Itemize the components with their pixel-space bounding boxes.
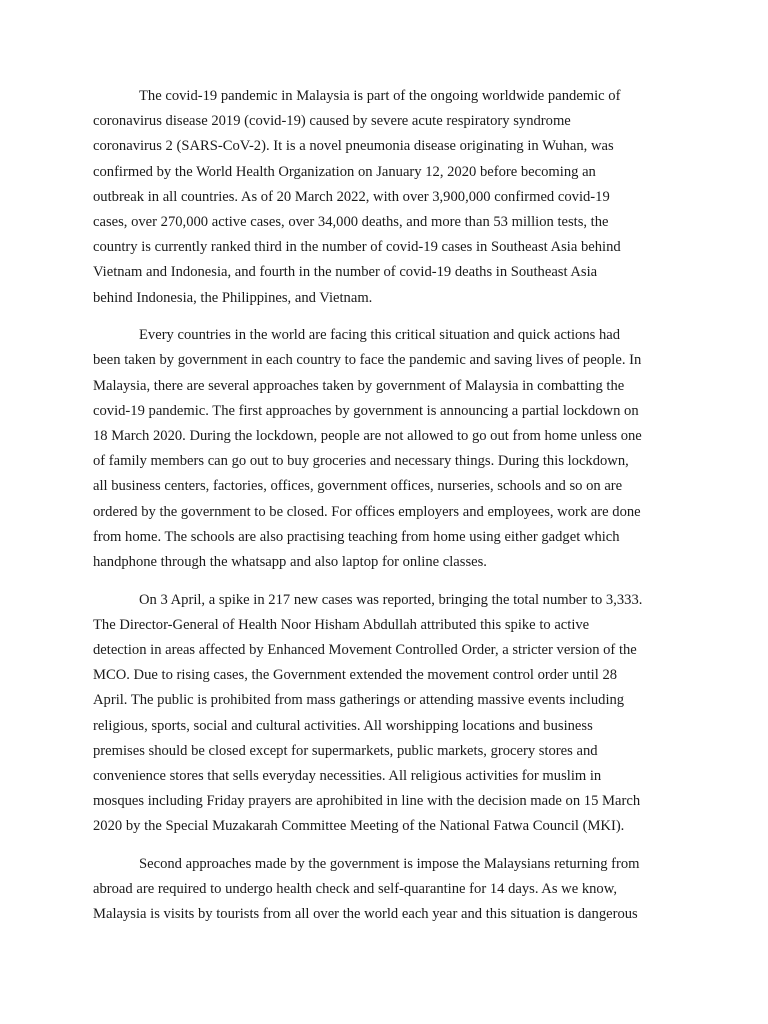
paragraph-line: cases, over 270,000 active cases, over 34,000 deaths, and more than 53 million tests, the [93, 213, 609, 230]
paragraph-line: coronavirus 2 (SARS-CoV-2). It is a novel pneumonia disease originating in Wuhan, was [93, 138, 614, 155]
paragraph-line: outbreak in all countries. As of 20 March 2022, with over 3,900,000 confirmed covid-19 [93, 188, 610, 205]
paragraph-line: mosques including Friday prayers are aprohibited in line with the decision made on 15 March [93, 793, 641, 810]
paragraph-line: Every countries in the world are facing this critical situation and quick actions had [139, 327, 621, 344]
paragraph-line: behind Indonesia, the Philippines, and Vietnam. [93, 289, 373, 306]
paragraph-line: Malaysia, there are several approaches taken by government of Malaysia in combatting the [93, 377, 625, 394]
paragraph-line: abroad are required to undergo health check and self-quarantine for 14 days. As we know, [93, 881, 617, 898]
paragraph-line: Vietnam and Indonesia, and fourth in the number of covid-19 deaths in Southeast Asia [93, 264, 598, 281]
paragraph-line: The covid-19 pandemic in Malaysia is part of the ongoing worldwide pandemic of [139, 88, 621, 104]
paragraph-line: April. The public is prohibited from mass gatherings or attending massive events including [93, 692, 625, 709]
paragraph-line: confirmed by the World Health Organization on January 12, 2020 before becoming an [93, 163, 596, 180]
paragraph-line: Second approaches made by the government is impose the Malaysians returning from [139, 855, 640, 872]
paragraph-line: ordered by the government to be closed. For offices employers and employees, work are done [93, 503, 641, 520]
paragraph-line: religious, sports, social and cultural activities. All worshipping locations and business [93, 717, 593, 734]
paragraph-1 [93, 84, 674, 311]
paragraph-line: 18 March 2020. During the lockdown, people are not allowed to go out from home unless one [93, 427, 642, 444]
paragraph-2 [93, 323, 674, 575]
paragraph-line: convenience stores that sells everyday necessities. All religious activities for muslim in [93, 767, 602, 784]
paragraph-line: The Director-General of Health Noor Hisham Abdullah attributed this spike to active [93, 616, 590, 633]
paragraph-line: On 3 April, a spike in 217 new cases was reported, bringing the total number to 3,333. [139, 591, 643, 608]
paragraph-line: handphone through the whatsapp and also laptop for online classes. [93, 553, 487, 570]
paragraph-line: all business centers, factories, offices, government offices, nurseries, schools and so on are [93, 478, 623, 495]
paragraph-line: from home. The schools are also practising teaching from home using either gadget which [93, 528, 620, 545]
paragraph-line: Malaysia is visits by tourists from all over the world each year and this situation is dangerous [93, 906, 638, 923]
paragraph-3 [93, 588, 674, 840]
paragraph-line: been taken by government in each country to face the pandemic and saving lives of people. In [93, 352, 642, 369]
paragraph-line: 2020 by the Special Muzakarah Committee Meeting of the National Fatwa Council (MKI). [93, 818, 625, 835]
paragraph-line: premises should be closed except for supermarkets, public markets, grocery stores and [93, 742, 598, 759]
paragraph-4 [93, 852, 674, 928]
paragraph-line: of family members can go out to buy groceries and necessary things. During this lockdown, [93, 453, 629, 470]
paragraph-line: MCO. Due to rising cases, the Government extended the movement control order until 28 [93, 667, 618, 684]
paragraph-line: country is currently ranked third in the number of covid-19 cases in Southeast Asia behind [93, 239, 621, 256]
paragraph-line: detection in areas affected by Enhanced Movement Controlled Order, a stricter version of the [93, 641, 637, 658]
paragraph-line: coronavirus disease 2019 (covid-19) caused by severe acute respiratory syndrome [93, 113, 571, 130]
document-body [93, 84, 674, 940]
paragraph-line: covid-19 pandemic. The first approaches by government is announcing a partial lockdown on [93, 402, 639, 419]
